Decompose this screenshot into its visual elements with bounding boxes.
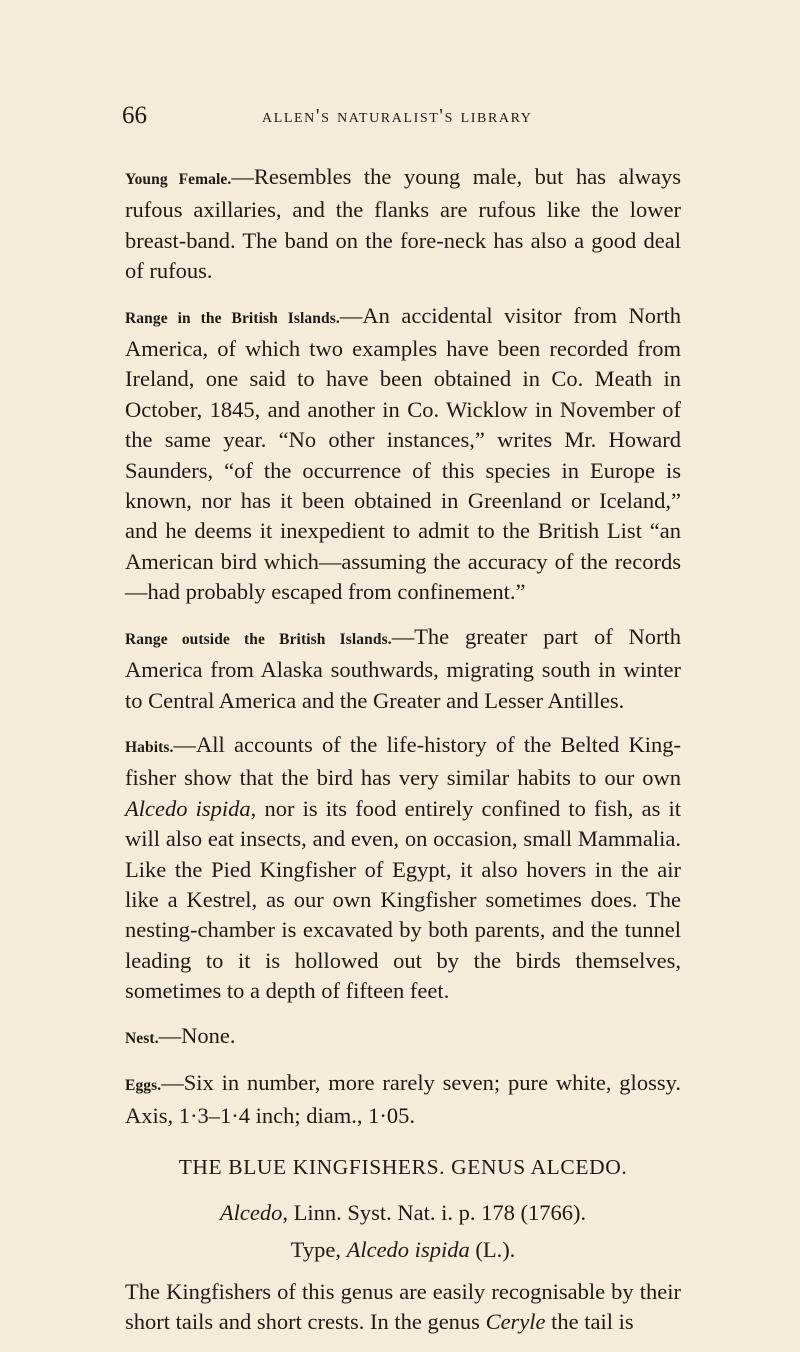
young-female-label: Young Female. [125,171,232,188]
range-british-paragraph [125,301,681,608]
habits-species: Alcedo ispida [125,795,251,821]
habits-text-before: —All accounts of the life-history of the Belted King-fisher show that the bird has very similar habits to our own [125,731,681,791]
nest-label: Nest. [125,1029,159,1047]
genus-citation [125,1198,681,1228]
type-prefix: Type, [290,1236,347,1262]
range-outside-text: —The greater part of North America from Alaska southwards, migrating south in winter to Central America and the Greater and Lesser Antilles. [125,623,681,713]
eggs-label: Eggs. [125,1076,162,1094]
young-female-text: —Resembles the young male, but has always rufous axillaries, and the flanks are rufous like the lower breast-band. The band on the fore-neck has also a good deal of rufous. [125,164,681,284]
genus-text-before: The Kingfishers of this genus are easily recognisable by their short tails and short crests. In the genus [125,1279,681,1335]
eggs-paragraph [125,1068,681,1132]
range-british-label: Range in the British Islands. [125,309,340,327]
eggs-text: —Six in number, more rarely seven; pure white, glossy. Axis, 1·3–1·4 inch; diam., 1·05. [125,1069,681,1129]
genus-description [125,1277,681,1338]
citation-rest: , Linn. Syst. Nat. i. p. 178 (1766). [282,1200,587,1226]
genus-heading: THE BLUE KINGFISHERS. GENUS ALCEDO. [178,1154,628,1179]
range-british-text: —An accidental visitor from North America, of which two examples have been recorded from Ireland, one said to have been obtained in Co. Meath in October, 1845, and another in Co. Wicklow in November of the same year. “No other instances,” writes Mr. Howard Saunders, “of the occurrence of this species in Europe is known, nor has it been obtained in Greenland or Iceland,” and he deems it inexpedient to admit to the British List “an American bird which—assuming the accuracy of the records—had probably escaped from confinement.” [125,302,681,605]
page-number: 66 [122,102,147,129]
page-body [125,162,681,1352]
type-species: Alcedo ispida [346,1236,470,1262]
habits-label: Habits. [125,738,174,756]
range-outside-paragraph [125,622,681,716]
habits-text-after: , nor is its food entirely confined to fish, as it will also eat insects, and even, on occasion, small Mammalia. Like the Pied Kingfisher of Egypt, it also hovers in the air like a Kestrel, as our own Kingfisher sometimes does. The nesting-chamber is excavated by both parents, and the tunnel leading to it is hollowed out by the birds themselves, sometimes to a depth of fifteen feet. [125,795,682,1004]
genus-text-after: the tail is [545,1309,634,1335]
nest-paragraph [125,1021,681,1054]
young-female-paragraph [125,162,681,287]
genus-name: Ceryle [485,1309,546,1335]
citation-genus: Alcedo [219,1200,283,1226]
type-suffix: (L.). [469,1236,516,1262]
nest-text: —None. [158,1022,236,1048]
type-line [125,1235,681,1265]
page-header [122,102,682,142]
habits-paragraph [125,730,681,1007]
running-head: allen's naturalist's library [262,105,533,127]
range-outside-label: Range outside the British Islands. [125,630,392,648]
